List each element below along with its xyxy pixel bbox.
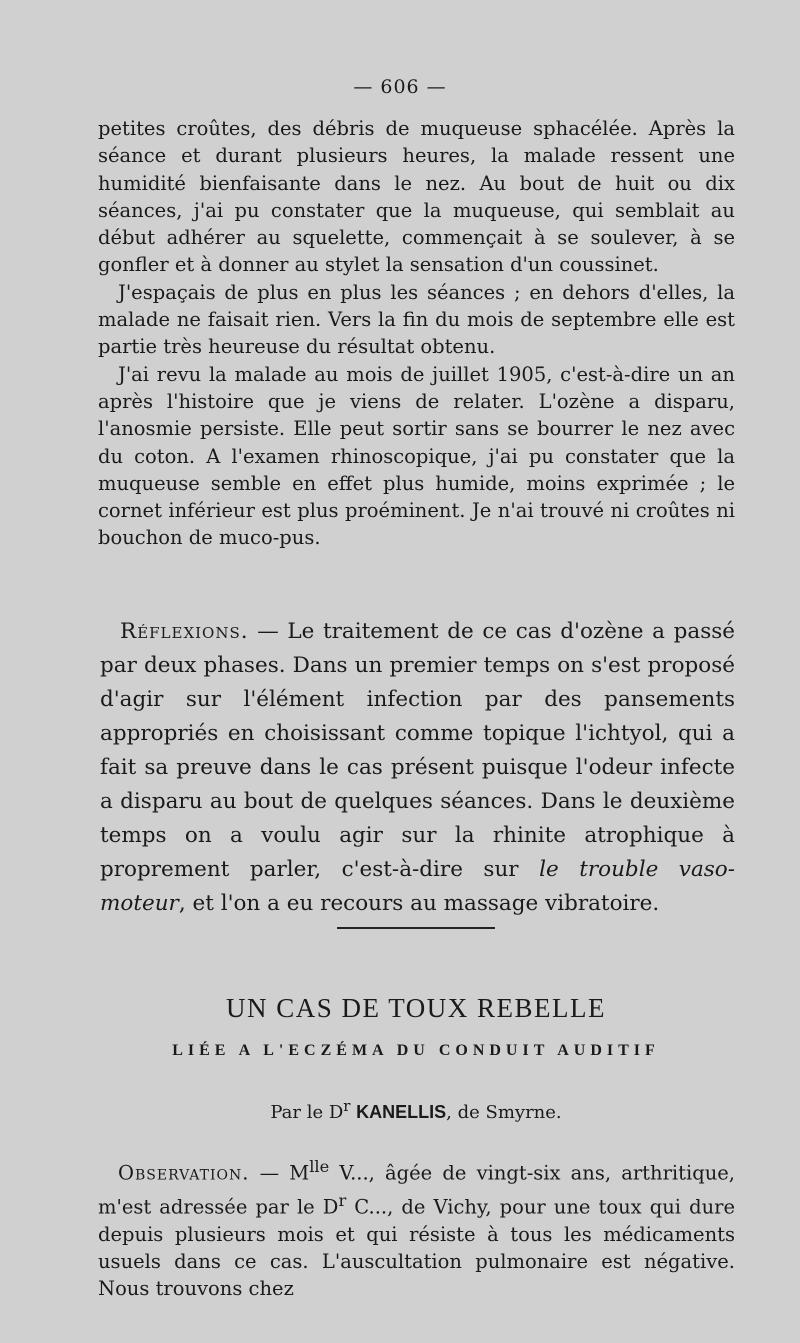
article-title: UN CAS DE TOUX REBELLE — [225, 993, 606, 1023]
page-number: — 606 — — [353, 76, 447, 98]
observation-text: C..., de Vichy, pour une toux qui dure depuis plusieurs mois et qui résiste à tous les médicaments usuels dans ce cas. L'auscultation pulmonaire est négative. Nous trouvons chez — [98, 1195, 735, 1301]
byline — [0, 1097, 800, 1123]
reflexions-italic: le trouble vaso-moteur — [100, 857, 736, 916]
article-subtitle: LIÉE A L'ECZÉMA DU CONDUIT AUDITIF — [172, 1042, 660, 1059]
author-name: KANELLIS — [356, 1102, 447, 1122]
observation-label: Observation. — [118, 1161, 250, 1185]
byline-suffix: , de Smyrne. — [446, 1102, 562, 1123]
observation-block — [98, 1153, 735, 1302]
reflexions-text: — Le traitement de ce cas d'ozène a passé par deux phases. Dans un premier temps on s'est proposé d'agir sur l'élément infection par des pansements appropriés en choisissant comme topique l'ichtyol, qui a fait sa preuve dans le cas présent puisque l'odeur infecte a disparu au bout de quelques séances. Dans le deuxième temps on a voulu agir sur la rhinite atrophique à proprement parler, c'est-à-dire sur — [100, 619, 735, 882]
continued-text-block — [98, 115, 735, 552]
reflexions-label: Réflexions. — [120, 619, 249, 644]
observation-text: V..., âgée de vingt-six ans, arthritique, m'est adressée par le D — [98, 1161, 735, 1219]
paragraph: J'espaçais de plus en plus les séances ; en dehors d'elles, la malade ne faisait rien. Vers la fin du mois de septembre elle est partie très heureuse du résultat obtenu. — [98, 280, 735, 359]
reflexions-paragraph — [100, 615, 735, 921]
byline-prefix: Par le D — [270, 1102, 344, 1123]
section-divider — [337, 927, 495, 929]
byline-sup: r — [343, 1097, 351, 1115]
observation-sup: r — [338, 1190, 347, 1210]
observation-paragraph — [98, 1153, 735, 1302]
reflexions-block — [100, 615, 735, 921]
paragraph: J'ai revu la malade au mois de juillet 1905, c'est-à-dire un an après l'histoire que je viens de relater. L'ozène a disparu, l'anosmie persiste. Elle peut sortir sans se bourrer le nez avec du coton. A l'examen rhinoscopique, j'ai pu constater que la muqueuse semble en effet plus humide, moins exprimée ; le cornet inférieur est plus proéminent. Je n'ai trouvé ni croûtes ni bouchon de muco-pus. — [98, 362, 735, 550]
observation-text: — M — [249, 1161, 310, 1185]
reflexions-text-end: , et l'on a eu recours au massage vibratoire. — [178, 891, 660, 916]
paragraph: petites croûtes, des débris de muqueuse sphacélée. Après la séance et durant plusieurs heures, la malade ressent une humidité bienfaisante dans le nez. Au bout de huit ou dix séances, j'ai pu constater que la muqueuse, qui semblait au début adhérer au squelette, commençait à se soulever, à se gonfler et à donner au stylet la sensation d'un coussinet. — [98, 117, 735, 277]
observation-sup: lle — [309, 1157, 330, 1176]
